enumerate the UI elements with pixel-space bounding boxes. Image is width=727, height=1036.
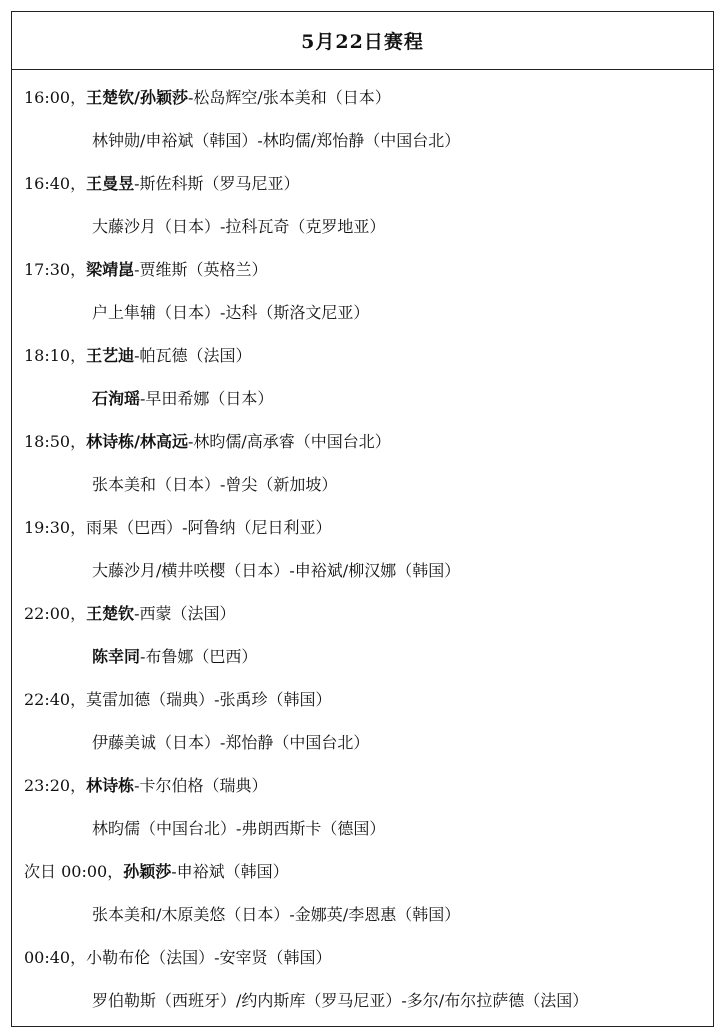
schedule-subentry [12,644,713,687]
schedule-entry [12,171,713,214]
featured-player: 王艺迪 [86,346,135,365]
schedule-entry [12,257,713,300]
matchup-text: -斯佐科斯（罗马尼亚） [134,174,300,193]
match-time: 18:50， [24,432,87,451]
matchup-text: -卡尔伯格（瑞典） [134,776,268,795]
matchup-text: 户上隼辅（日本）-达科（斯洛文尼亚） [92,303,370,322]
schedule-subentry [12,300,713,343]
match-time: 22:40， [24,690,87,709]
table-title: 5月22日赛程 [12,12,713,70]
schedule-entry [12,859,713,902]
featured-player: 王楚钦/孙颖莎 [86,88,188,107]
matchup-text: -早田希娜（日本） [140,389,274,408]
matchup-text: 伊藤美诚（日本）-郑怡静（中国台北） [92,733,370,752]
schedule-entry [12,773,713,816]
schedule-subentry [12,472,713,515]
matchup-text: 张本美和（日本）-曾尖（新加坡） [92,475,338,494]
matchup-text: 小勒布伦（法国）-安宰贤（韩国） [86,948,332,967]
match-time: 18:10， [24,346,87,365]
schedule-entry [12,687,713,730]
match-time: 16:00， [24,88,87,107]
schedule-entry [12,601,713,644]
schedule-entry [12,515,713,558]
match-time: 17:30， [24,260,87,279]
matchup-text: -布鲁娜（巴西） [140,647,258,666]
matchup-text: 林钟勋/申裕斌（韩国）-林昀儒/郑怡静（中国台北） [92,131,461,150]
matchup-text: 林昀儒（中国台北）-弗朗西斯卡（德国） [92,819,386,838]
matchup-text: 大藤沙月/横井咲樱（日本）-申裕斌/柳汉娜（韩国） [92,561,461,580]
matchup-text: -西蒙（法国） [134,604,236,623]
schedule-entry [12,85,713,128]
featured-player: 王楚钦 [86,604,135,623]
matchup-text: 莫雷加德（瑞典）-张禹珍（韩国） [86,690,332,709]
featured-player: 王曼昱 [86,174,135,193]
featured-player: 林诗栋 [86,776,135,795]
matchup-text: 大藤沙月（日本）-拉科瓦奇（克罗地亚） [92,217,386,236]
matchup-text: -松岛辉空/张本美和（日本） [187,88,391,107]
matchup-text: 雨果（巴西）-阿鲁纳（尼日利亚） [86,518,332,537]
schedule-entry [12,945,713,988]
matchup-text: -申裕斌（韩国） [171,862,289,881]
match-time: 19:30， [24,518,87,537]
schedule-subentry [12,214,713,257]
featured-player: 孙颖莎 [123,862,172,881]
matchup-text: 罗伯勒斯（西班牙）/约内斯库（罗马尼亚）-多尔/布尔拉萨德（法国） [92,991,589,1010]
schedule-subentry [12,386,713,429]
matchup-text: -贾维斯（英格兰） [134,260,268,279]
match-time: 23:20， [24,776,87,795]
schedule-subentry [12,730,713,773]
schedule-table [11,11,714,1027]
match-time: 22:00， [24,604,87,623]
schedule-entry [12,343,713,386]
schedule-subentry [12,988,713,1031]
schedule-entry [12,429,713,472]
schedule-rows [12,70,713,1031]
matchup-text: -帕瓦德（法国） [134,346,252,365]
match-time: 16:40， [24,174,87,193]
match-time: 00:40， [24,948,87,967]
schedule-subentry [12,816,713,859]
featured-player: 梁靖崑 [86,260,135,279]
match-time: 次日 00:00， [24,862,124,881]
schedule-subentry [12,902,713,945]
schedule-subentry [12,558,713,601]
featured-player: 林诗栋/林高远 [86,432,188,451]
matchup-text: 张本美和/木原美悠（日本）-金娜英/李恩惠（韩国） [92,905,461,924]
featured-player: 石洵瑶 [92,389,141,408]
matchup-text: -林昀儒/高承睿（中国台北） [187,432,391,451]
schedule-subentry [12,128,713,171]
featured-player: 陈幸同 [92,647,141,666]
